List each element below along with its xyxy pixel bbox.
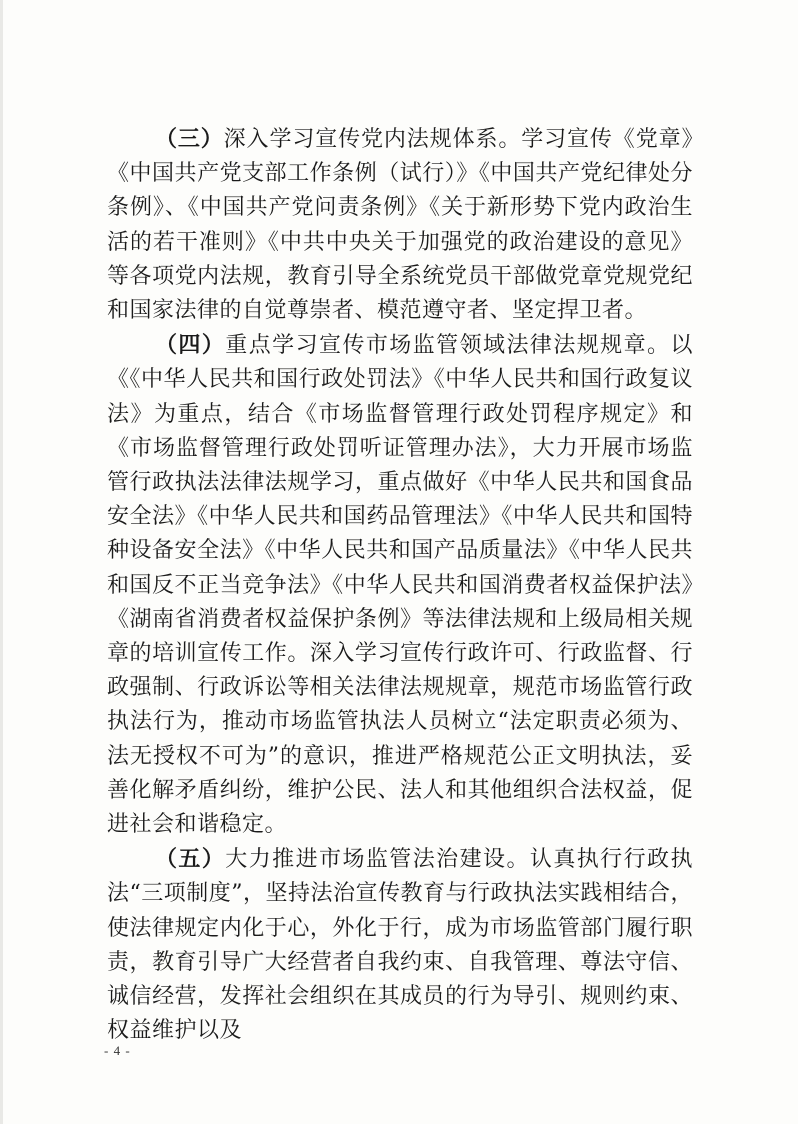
document-body (107, 122, 693, 1048)
paragraph-five-text: 大力推进市场监管法治建设。认真执行行政执法“三项制度”，坚持法治宣传教育与行政执法实践相结合，使法律规定内化于心，外化于行，成为市场监管部门履行职责，教育引导广大经营者自我约束、自我管理、尊法守信、诚信经营，发挥社会组织在其成员的行为导引、规则约束、权益维护以及 (107, 847, 693, 1044)
paragraph-four-text: 重点学习宣传市场监管领域法律法规规章。以《《中华人民共和国行政处罚法》《中华人民共和国行政复议法》为重点，结合《市场监督管理行政处罚程序规定》和《市场监督管理行政处罚听证管理办法》，大力开展市场监管行政执法法律法规学习，重点做好《中华人民共和国食品安全法》《中华人民共和国药品管理法》《中华人民共和国特种设备安全法》《中华人民共和国产品质量法》《中华人民共和国反不正当竞争法》《中华人民共和国消费者权益保护法》《湖南省消费者权益保护条例》等法律法规和上级局相关规章的培训宣传工作。深入学习宣传行政许可、行政监督、行政强制、行政诉讼等相关法律法规规章，规范市场监管行政执法行为，推动市场监管执法人员树立“法定职责必须为、法无授权不可为”的意识，推进严格规范公正文明执法，妥善化解矛盾纠纷，维护公民、法人和其他组织合法权益，促进社会和谐稳定。 (107, 333, 693, 838)
paragraph-five-heading: （五） (155, 846, 226, 873)
paragraph-three-text: 深入学习宣传党内法规体系。学习宣传《党章》《中国共产党支部工作条例（试行）》《中国共产党纪律处分条例》、《中国共产党问责条例》《关于新形势下党内政治生活的若干准则》《中共中央关于加强党的政治建设的意见》等各项党内法规，教育引导全系统党员干部做党章党规党纪和国家法律的自觉尊崇者、模范遵守者、坚定捍卫者。 (107, 127, 693, 324)
page-number: - 4 - (104, 1043, 131, 1058)
paragraph-four-heading: （四） (155, 332, 226, 359)
paragraph-three-heading: （三） (155, 126, 224, 152)
paragraph-four (107, 328, 693, 842)
paragraph-three (107, 122, 693, 328)
paragraph-five (107, 842, 693, 1048)
